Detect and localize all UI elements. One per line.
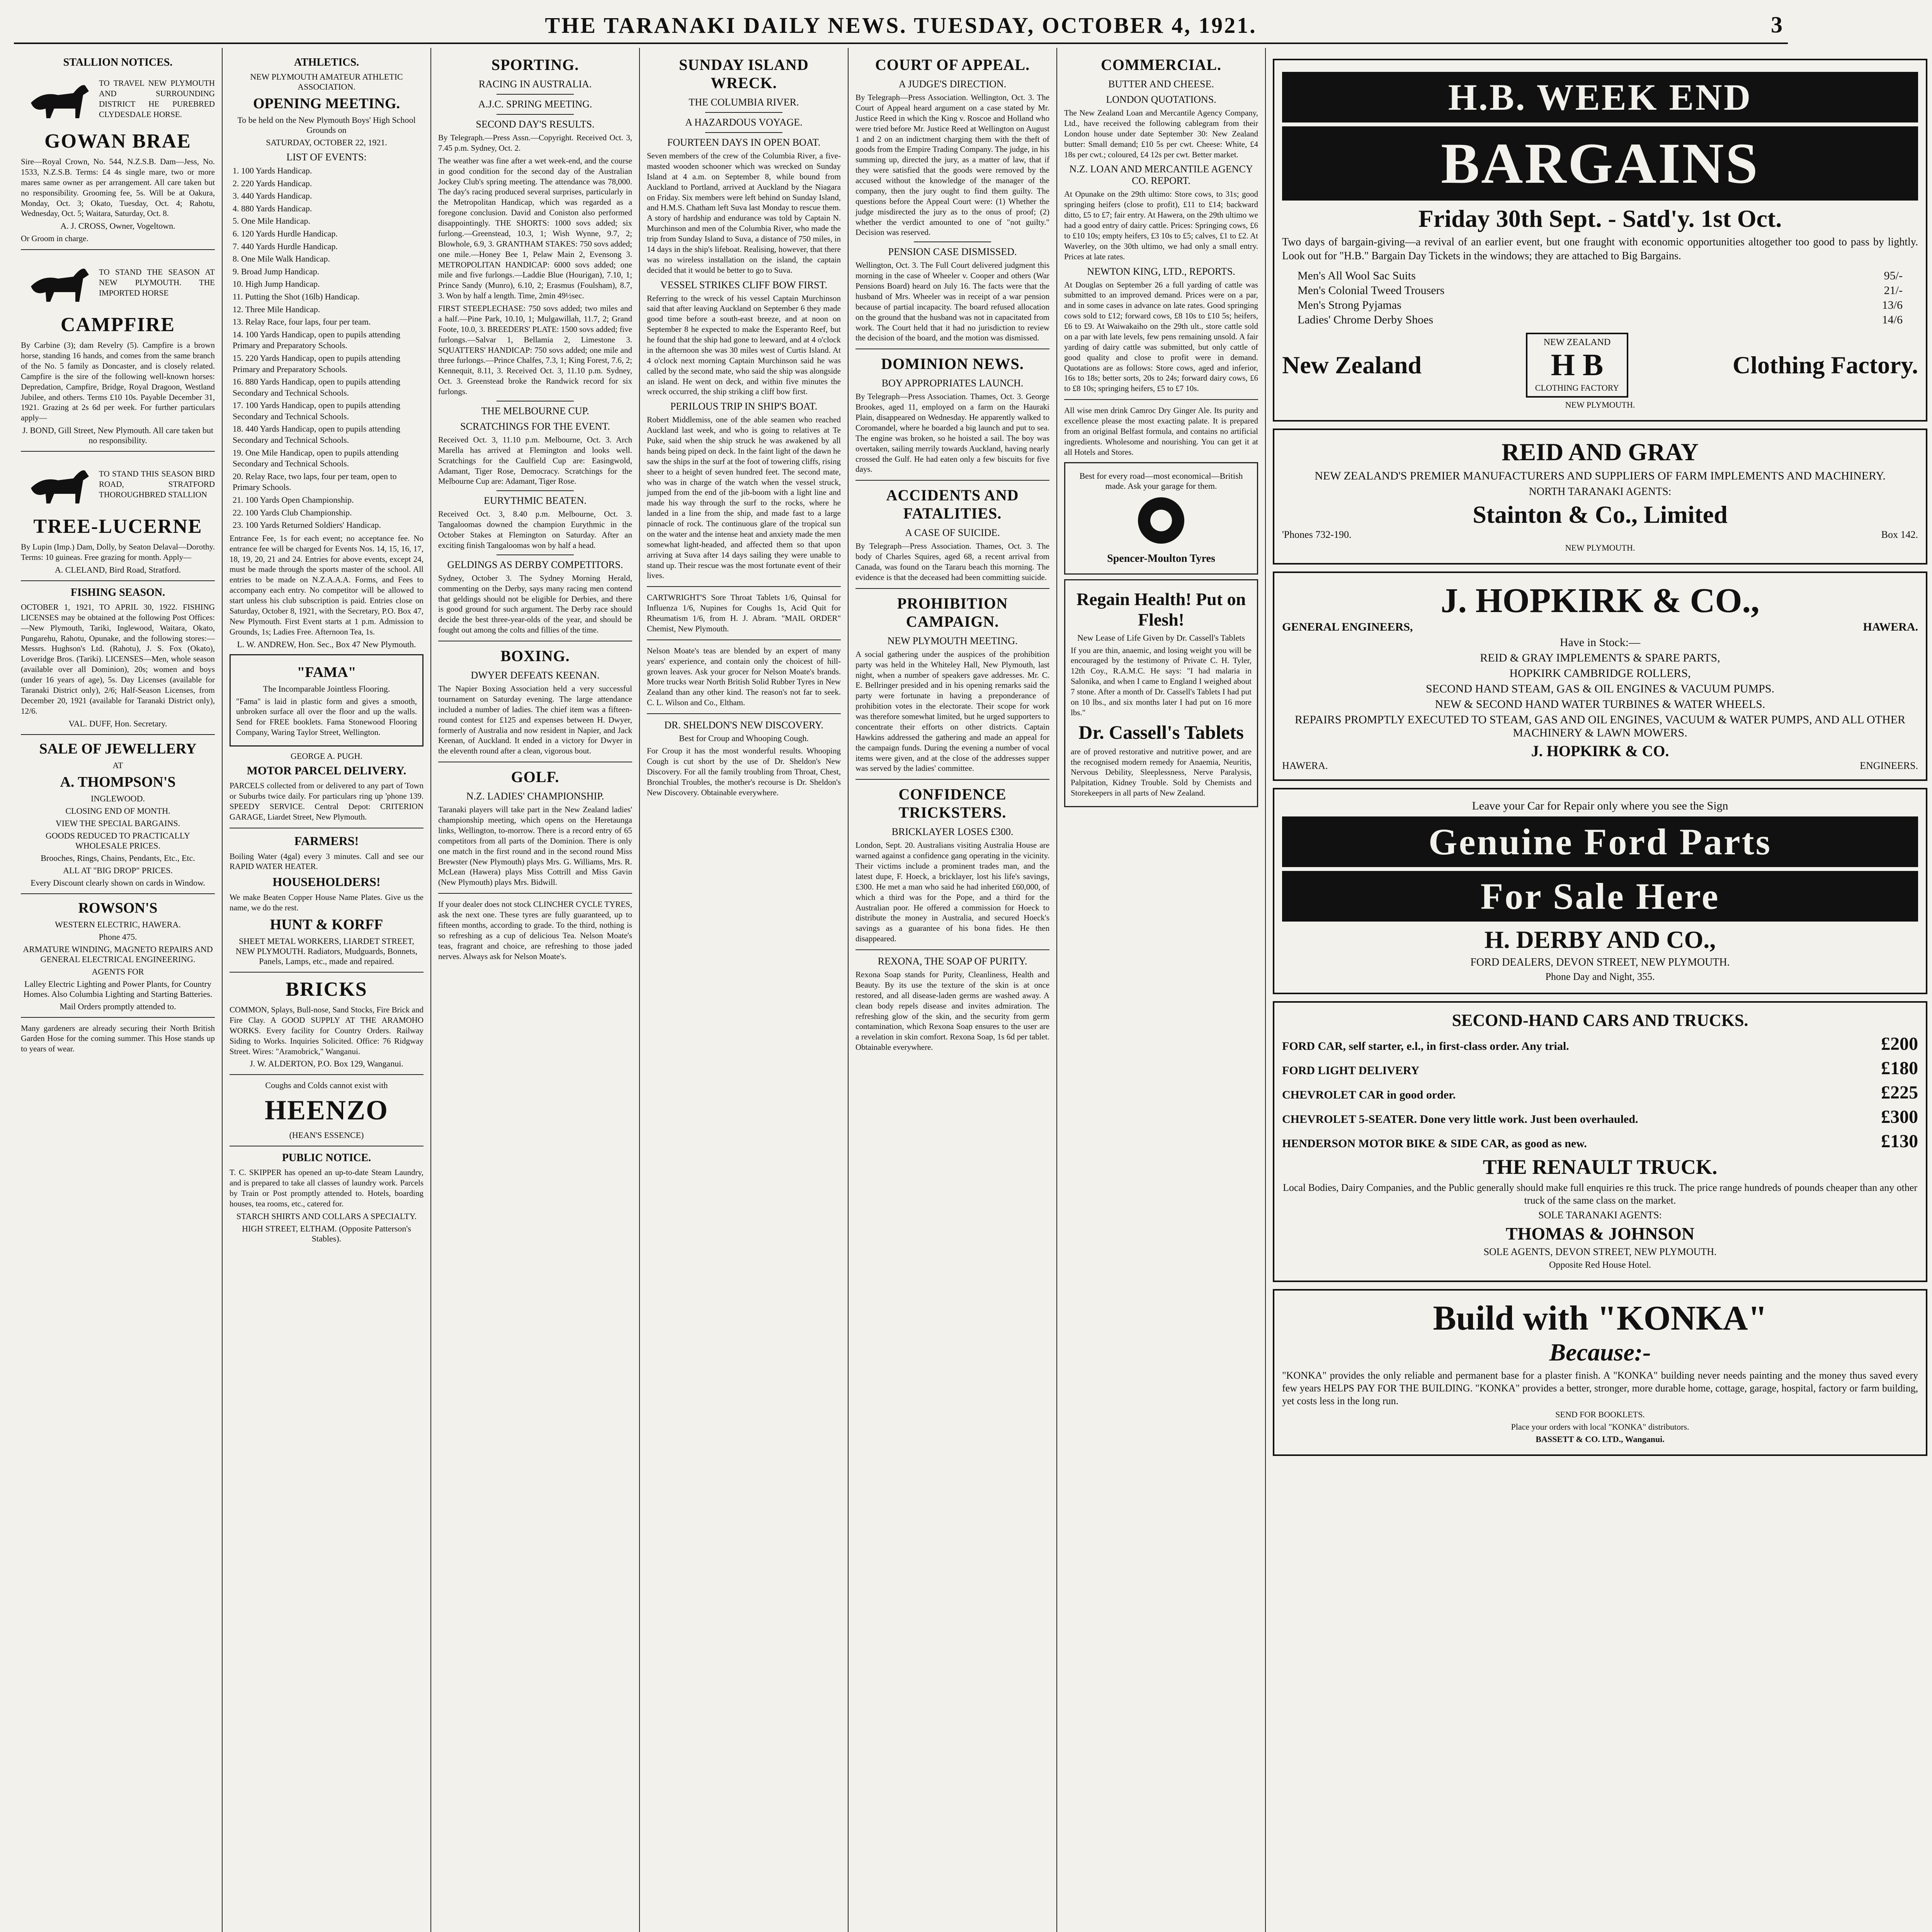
hb-dates: Friday 30th Sept. - Satd'y. 1st Oct.	[1418, 205, 1782, 232]
subheading: A CASE OF SUICIDE.	[905, 527, 1000, 539]
section-heading: BOXING.	[500, 647, 570, 665]
reid-name: Stainton & Co., Limited	[1473, 501, 1728, 529]
heenzo-sub: (HEAN'S ESSENCE)	[289, 1130, 364, 1140]
article-body: Referring to the wreck of his vessel Captain Murchinson said that after leaving Auckland on September 6 they made good time before a south-east breeze, and at noon on September 8 he expected to make the Esperanto Reef, but he found that the ship had gone to leeward, and at 4 o'clock in the afternoon she was 30 miles west of Curtis Island. At 4 o'clock next morning Captain Murchinson said he was called by the second mate, who said the ship was alongside an island. He went on deck, and within five minutes the wreck occurred, the ship striking a cliff bow first.	[647, 293, 841, 396]
event-item: 22. 100 Yards Club Championship.	[233, 507, 352, 517]
pugh-name: GEORGE A. PUGH.	[291, 751, 362, 761]
car-price: £300	[1881, 1107, 1918, 1128]
jewellery-line: CLOSING END OF MONTH.	[65, 806, 170, 816]
car-name: FORD CAR, self starter, e.l., in first-class order. Any trial.	[1282, 1040, 1569, 1053]
cassell-ad	[1064, 579, 1258, 808]
hopkirk-left: GENERAL ENGINEERS,	[1282, 621, 1413, 634]
car-name: HENDERSON MOTOR BIKE & SIDE CAR, as good as new.	[1282, 1137, 1587, 1150]
column-court-appeal	[849, 48, 1057, 1932]
event-item: 2. 220 Yards Handicap.	[233, 178, 312, 188]
fishing-heading: FISHING SEASON.	[70, 586, 165, 599]
item-price: 21/-	[1884, 284, 1903, 297]
subheading: NEW PLYMOUTH MEETING.	[887, 635, 1018, 646]
reid-title: REID AND GRAY	[1502, 438, 1699, 466]
regain-heading: Regain Health! Put on Flesh!	[1076, 589, 1246, 629]
subheading: VESSEL STRIKES CLIFF BOW FIRST.	[660, 279, 828, 291]
rowson-phone: Phone 475.	[99, 932, 137, 942]
article-body: Taranaki players will take part in the New Zealand ladies' championship meeting, which opens on the Heretaunga links, Wellington, to-morrow. There is a record entry of 65 competitors from all parts of the Dominion. There is only one match in the first round and in the second round Miss Brewster (New Plymouth) plays Mrs. G. Williams, Mrs. R. McLean (Hawera) plays Miss Cottrill and Miss Gavin (New Plymouth) plays Mrs. Bidwill.	[438, 805, 632, 887]
hopkirk-line: SECOND HAND STEAM, GAS & OIL ENGINES & VACUUM PUMPS.	[1425, 682, 1775, 696]
hb-town: NEW PLYMOUTH.	[1565, 400, 1635, 410]
notice-starch: STARCH SHIRTS AND COLLARS A SPECIALTY.	[236, 1211, 417, 1221]
konka-title: Build with "KONKA"	[1433, 1299, 1767, 1337]
ford-phone: Phone Day and Night, 355.	[1545, 971, 1655, 983]
item-price: 14/6	[1882, 313, 1903, 326]
hb-body: Two days of bargain-giving—a revival of an earlier event, but one fraught with economic opportunities altogether too good to pass by lightly. Look out for "H.B." Bargain Day Tickets in the windows; they are attached to Big Bargains.	[1282, 236, 1918, 262]
column-athletics	[223, 48, 431, 1932]
event-item: 3. 440 Yards Handicap.	[233, 191, 312, 201]
subheading: A HAZARDOUS VOYAGE.	[685, 117, 803, 128]
reid-box: Box 142.	[1881, 529, 1918, 541]
event-item: 19. One Mile Handicap, open to pupils attending Secondary and Technical Schools.	[233, 447, 399, 469]
section-heading: STALLION NOTICES.	[63, 56, 173, 68]
section-heading: PROHIBITION CAMPAIGN.	[897, 594, 1008, 630]
car-price: £130	[1881, 1131, 1918, 1152]
article-body: Received Oct. 3, 11.10 p.m. Melbourne, Oct. 3. Arch Marella has arrived at Flemington and looks well. Scratchings for the Caulfield Cup are: Easingwold, Adamant, Tiger Rose, Democracy. Scratchings for the Melbourne Cup are: Adamant, Tiger Rose.	[438, 435, 632, 486]
hopkirk-ad	[1273, 571, 1927, 781]
hopkirk-line: REPAIRS PROMPTLY EXECUTED TO STEAM, GAS AND OIL ENGINES, VACUUM & WATER PUMPS, AND ALL OTHER MACHINERY & LAWN MOWERS.	[1295, 713, 1905, 740]
rowson-agents-body: Lalley Electric Lighting and Power Plants, for Country Homes. Also Columbia Lighting and Starting Batteries.	[23, 979, 213, 999]
fama-body: "Fama" is laid in plastic form and gives a smooth, unbroken surface all over the floor and up the walls. Send for FREE booklets. Fama Stonewood Flooring Company, Waring Taylor Street, Wellington.	[236, 696, 417, 737]
notice-address: HIGH STREET, ELTHAM. (Opposite Patterson's Stables).	[242, 1223, 411, 1243]
event-item: 17. 100 Yards Handicap, open to pupils attending Secondary and Technical Schools.	[233, 400, 400, 421]
heenzo-tag: Coughs and Colds cannot exist with	[265, 1080, 388, 1090]
hb-bargains-ad	[1273, 59, 1927, 422]
hopkirk-line: HOPKIRK CAMBRIDGE ROLLERS,	[1509, 667, 1691, 680]
spencer-name: Spencer-Moulton Tyres	[1107, 552, 1215, 565]
tree-contact: A. CLELAND, Bird Road, Stratford.	[54, 565, 181, 575]
car-line	[1282, 1082, 1918, 1103]
cars-title: SECOND-HAND CARS AND TRUCKS.	[1452, 1011, 1748, 1030]
section-heading: COMMERCIAL.	[1100, 56, 1222, 73]
event-item: 12. Three Mile Handicap.	[233, 304, 320, 314]
reid-gray-ad	[1273, 429, 1927, 565]
notice-body: T. C. SKIPPER has opened an up-to-date Steam Laundry, and is prepared to take all classes of laundry work. Parcels by Train or Post promptly attended to. Hotels, boarding houses, tea rooms, etc., catered for.	[230, 1168, 423, 1209]
fee-signature: L. W. ANDREW, Hon. Sec., Box 47 New Plymouth.	[237, 639, 416, 649]
ford-sub: FORD DEALERS, DEVON STREET, NEW PLYMOUTH.	[1470, 956, 1730, 969]
item-name: Men's Strong Pyjamas	[1298, 298, 1401, 311]
cars-agents: SOLE TARANAKI AGENTS:	[1538, 1209, 1662, 1221]
konka-ad	[1273, 1289, 1927, 1456]
article-body: Sydney, October 3. The Sydney Morning Herald, commenting on the Derby, says many racing men contend that geldings should not be eligible for Derbies, and there is good ground for such argument. The Derby race should decide the best three-year-olds of the year, and should be fought out among the colts and fillies of the time.	[438, 573, 632, 635]
reid-agents: NORTH TARANAKI AGENTS:	[1529, 486, 1672, 498]
regain-sub: New Lease of Life Given by Dr. Cassell's Tablets	[1077, 633, 1245, 643]
jewellery-heading: SALE OF JEWELLERY	[39, 740, 197, 757]
car-price: £180	[1881, 1058, 1918, 1079]
event-item: 15. 220 Yards Handicap, open to pupils attending Primary and Preparatory Schools.	[233, 353, 400, 374]
tree-header	[21, 457, 215, 511]
gowan-groom: Or Groom in charge.	[21, 234, 88, 243]
horse-icon	[27, 259, 93, 306]
subheading: FOURTEEN DAYS IN OPEN BOAT.	[667, 137, 821, 148]
hose-notice: Many gardeners are already securing their North British Garden Hose for the coming summer. This Hose stands up to years of wear.	[21, 1023, 215, 1054]
reid-contact	[1282, 529, 1918, 541]
advert-body: If your dealer does not stock CLINCHER CYCLE TYRES, ask the next one. These tyres are fully guaranteed, up to fifteen months, according to grade. To the third, nothing is so refreshing as a cup of delicious Tea. Nelson Moate's teas, fragrant and choice, are refreshing to those jaded nerves. Always ask for Nelson Moate's.	[438, 900, 632, 961]
subheading: NEWTON KING, LTD., REPORTS.	[1087, 265, 1235, 277]
ford-name: H. DERBY AND CO.,	[1484, 926, 1716, 954]
cars-dealer-opp: Opposite Red House Hotel.	[1549, 1260, 1651, 1270]
hb-tag: H.B. WEEK END	[1282, 72, 1918, 122]
price-line	[1298, 313, 1903, 327]
subheading: THE MELBOURNE CUP.	[481, 405, 589, 417]
hb-items	[1298, 269, 1903, 327]
hb-left: New Zealand	[1282, 351, 1422, 379]
car-line	[1282, 1106, 1918, 1128]
event-item: 4. 880 Yards Handicap.	[233, 203, 312, 213]
campfire-contact: J. BOND, Gill Street, New Plymouth. All care taken but no responsibility.	[22, 425, 214, 446]
notice-heading: PUBLIC NOTICE.	[282, 1152, 371, 1164]
meeting-held: To be held on the New Plymouth Boys' High School Grounds on	[237, 115, 416, 135]
ford-line2: For Sale Here	[1282, 871, 1918, 922]
hb-logo-top: NEW ZEALAND	[1543, 337, 1611, 347]
column-sunday-island	[640, 48, 849, 1932]
advert-body: All wise men drink Camroc Dry Ginger Ale. Its purity and excellence please the most exacting palate. It is prepared from an original Belfast formula, and contains no artificial ingredients. Wholesome and nourishing. You can get it at all Hotels and Stores.	[1064, 406, 1258, 457]
tree-name: TREE-LUCERNE	[33, 515, 202, 538]
cassell-body: are of proved restorative and nutritive power, and are the recognised modern remedy for Anaemia, Neuritis, Nervous Debility, Sleeplessness, Nerve Paralysis, Palpitation, Kidney Trouble. Sold by Chemists and Storekeepers in all parts of New Zealand.	[1071, 747, 1252, 798]
column-sporting	[431, 48, 640, 1932]
car-line	[1282, 1033, 1918, 1054]
fee-body: Entrance Fee, 1s for each event; no acceptance fee. No entrance fee will be charged for Events Nos. 14, 15, 16, 17, 18, 19, 20, 21 and 24. Entries for above events, except 24, must be made through the sports master of the school. All entries to be made on N.Z.A.A.A. Forms, and Fees to accompany each entry. No competitor will be allowed to start unless his club subscription is paid. Entries close on Saturday, October 8, 1921, with the Secretary, P.O. Box 47, New Plymouth. First Event starts at 1 p.m. Admission to Grounds, 1s; Ladies Free. Afternoon Tea, 1s.	[230, 533, 423, 636]
subheading: N.Z. LADIES' CHAMPIONSHIP.	[466, 791, 604, 802]
subheading: THE COLUMBIA RIVER.	[689, 97, 799, 108]
meeting-date: SATURDAY, OCTOBER 22, 1921.	[266, 138, 387, 147]
price-line	[1298, 269, 1903, 282]
renault-body: Local Bodies, Dairy Companies, and the Public generally should make full enquiries re this truck. The price range hundreds of pounds cheaper than any other truck of the same class on the market.	[1282, 1182, 1918, 1206]
konka-send: SEND FOR BOOKLETS.	[1555, 1410, 1645, 1420]
article-body: By Telegraph—Press Association. Wellington, Oct. 3. The Court of Appeal heard argument on a case stated by Mr. Justice Reed in which the King v. Roscoe and Holland who were tried before Mr. Justice Reed at Wellington on August 1 and 2 on an indictment charging them with the theft of goods from the Empire Trading Company. The judge, in his summing up, directed the jury, as a matter of law, that if they were satisfied that the goods were removed by the accused without the knowledge of the manager of the company, then the jury ought to find them guilty. The questions before the Appeal Court were: (1) Whether the judge misdirected the jury as to the onus of proof; (2) whether the verdict amounted to one of "not guilty." Decision was reserved.	[855, 93, 1049, 237]
article-body: By Telegraph—Press Association. Thames, Oct. 3. The body of Charles Squires, aged 68, a recent arrival from Canada, was found on the Tararu beach this morning. The evidence is that the deceased had been committing suicide.	[855, 541, 1049, 582]
regain-body: If you are thin, anaemic, and losing weight you will be encouraged by the testimony of Private C. H. Tyler, 12th Coy., R.A.M.C. He says: "I had malaria in Salonika, and when I came to England I weighed about 7 stone. After a month of Dr. Cassell's Tablets I had put on 10 lbs., and six months later I had put on 16 more lbs."	[1071, 645, 1252, 717]
article-body: FIRST STEEPLECHASE: 750 sovs added; two miles and a half.—Pine Park, 10.10, 1; Mulgawillah, 11.7, 2; Grand Foote, 10.0, 3. BREEDERS' PLATE: 1500 sovs added; five furlongs.—Salvar 1, Bellamia 2, Limestone 3. SQUATTERS' HANDICAP: 750 sovs added; one mile and three furlongs.—Prince Chalfes, 7.3, 1; King Forest, 7.6, 2; Kennequit, 8.11, 3. Received Oct. 3, 11.10 p.m. Sydney, Oct. 3. Greenstead broke the Randwick record for six furlongs.	[438, 304, 632, 396]
gowan-owner: A. J. CROSS, Owner, Vogeltown.	[60, 221, 175, 231]
rowson-body: ARMATURE WINDING, MAGNETO REPAIRS AND GENERAL ELECTRICAL ENGINEERING.	[23, 944, 213, 964]
hopkirk-sig-right: ENGINEERS.	[1860, 760, 1918, 772]
subheading: LONDON QUOTATIONS.	[1106, 94, 1216, 105]
jewellery-town: INGLEWOOD.	[91, 793, 145, 803]
event-item: 5. One Mile Handicap.	[233, 216, 310, 226]
events-heading: LIST OF EVENTS:	[286, 151, 367, 163]
fishing-signature: VAL. DUFF, Hon. Secretary.	[68, 718, 167, 728]
subheading: A.J.C. SPRING MEETING.	[478, 99, 592, 110]
advert-body: For Croup it has the most wonderful results. Whooping Cough is cut short by the use of Dr. Sheldon's New Discovery. For all the family troubling from Throat, Chest, Bronchial Troubles, the mother's recourse is Dr. Sheldon's New Discovery. Obtainable everywhere.	[647, 746, 841, 797]
event-item: 7. 440 Yards Hurdle Handicap.	[233, 241, 338, 251]
item-name: Ladies' Chrome Derby Shoes	[1298, 313, 1434, 326]
event-item: 13. Relay Race, four laps, four per team.	[233, 317, 371, 327]
fama-sub: The Incomparable Jointless Flooring.	[263, 684, 390, 694]
campfire-body: By Carbine (3); dam Revelry (5). Campfire is a brown horse, standing 16 hands, and comes from the same branch of the No. 5 family as Doncaster, and is closely related. Campfire is the sire of the following well-known horses: Depredation, Campfire, Bridge, Royal Dragoon, Westland Jubilee, and others. Terms £10 10s. Payable December 31, 1921. Grazing at 2s 6d per week. For further particulars apply—	[21, 340, 215, 423]
cars-ad	[1273, 1001, 1927, 1282]
article-body: Wellington, Oct. 3. The Full Court delivered judgment this morning in the case of Wheeler v. Cooper and others (War Pensions Board) heard on July 16. The facts were that the husband of Mrs. Wheeler was in receipt of a war pension because of partial incapacity. The board refused allocation on the ground that the husband was not in capacitated from work. The Court held that it had no jurisdiction to review the decision of the board, and the motion was dismissed.	[855, 260, 1049, 343]
spencer-ad	[1064, 462, 1258, 575]
sheldon-sub: Best for Croup and Whooping Cough.	[679, 733, 809, 743]
jewellery-at: AT	[112, 760, 123, 770]
konka-because: Because:-	[1549, 1338, 1651, 1366]
reid-body: NEW ZEALAND'S PREMIER MANUFACTURERS AND SUPPLIERS OF FARM IMPLEMENTS AND MACHINERY.	[1315, 469, 1886, 482]
article-body: By Telegraph—Press Association. Thames, Oct. 3. George Brookes, aged 11, employed on a farm on the Hauraki Plain, disappeared on Wednesday. He apparently walked to Coromandel, where he boarded a big launch and put to sea. The engine was broken, so he hoisted a sail. The boy was overtaken, sailing merrily towards Auckland, having nearly crossed the Gulf. He had eaten only a few biscuits for five days.	[855, 392, 1049, 474]
tyre-icon	[1134, 493, 1188, 548]
event-item: 9. Broad Jump Handicap.	[233, 266, 320, 276]
hb-footer	[1282, 333, 1918, 398]
hopkirk-title: J. HOPKIRK & CO.,	[1440, 582, 1760, 620]
car-name: FORD LIGHT DELIVERY	[1282, 1064, 1420, 1077]
hopkirk-sig-left: HAWERA.	[1282, 760, 1328, 772]
subheading: BOY APPROPRIATES LAUNCH.	[881, 378, 1024, 389]
hopkirk-right: HAWERA.	[1863, 621, 1918, 634]
article-body: London, Sept. 20. Australians visiting Australia House are warned against a confidence gang operating in the vicinity. Their victims include a prominent trades man, and the latest dupe, F. Hoeck, a bricklayer, lost his life's savings, £300. He met a man who said he had inherited £60,000, of which a third was for the Pope, and a third for the Australian poor. He offered a commission for Hoeck to distribute the money in Australia, and secured Hoeck's savings as a guarantee of his bona fides. He then disappeared.	[855, 840, 1049, 944]
item-price: 13/6	[1882, 298, 1903, 311]
jewellery-line: Every Discount clearly shown on cards in Window.	[31, 878, 205, 888]
section-heading: COURT OF APPEAL.	[875, 56, 1030, 73]
rowson-sub: WESTERN ELECTRIC, HAWERA.	[55, 919, 181, 929]
event-item: 11. Putting the Shot (16lb) Handicap.	[233, 291, 360, 301]
hb-logo	[1526, 333, 1628, 398]
cassell-name: Dr. Cassell's Tablets	[1078, 721, 1244, 743]
event-item: 14. 100 Yards Handicap, open to pupils attending Primary and Preparatory Schools.	[233, 329, 400, 350]
horse-icon	[27, 76, 93, 122]
rowson-name: ROWSON'S	[78, 900, 158, 916]
article-body: Robert Middlemiss, one of the able seamen who reached Auckland last week, and who is going to relatives at Te Puke, said when the ship struck he was awakened by all hands being piped on deck. In the faint light of the dawn he saw the ships in the surf at the foot of towering cliffs, rising sheer to a height of seven hundred feet. The second mate, who was in charge of the watch when the vessel struck, jumped from the end of the jib-boom with a light line and made his way through the surf to the rocks, where he landed in a line from the ship, and made fast to a large pinnacle of rock. The continuous glare of the tropical sun on the water and the intense heat and anxiety made the men somewhat light-headed, and affected them so that upon arriving at Suva after 14 days sailing they were unable to stand up. Their rescue was the most fortunate event of their lives.	[647, 415, 841, 580]
item-name: Men's Colonial Tweed Trousers	[1298, 284, 1445, 297]
hopkirk-sub	[1282, 621, 1918, 634]
car-price: £200	[1881, 1034, 1918, 1054]
hb-title: BARGAINS	[1282, 126, 1918, 201]
campfire-intro: TO STAND THE SEASON AT NEW PLYMOUTH. THE IMPORTED HORSE	[99, 267, 215, 298]
meeting-title: OPENING MEETING.	[253, 95, 400, 112]
householders-body: We make Beaten Copper House Name Plates. Give us the name, we do the rest.	[230, 893, 423, 913]
jewellery-line: Brooches, Rings, Chains, Pendants, Etc., Etc.	[41, 853, 195, 863]
assoc-name: NEW PLYMOUTH AMATEUR ATHLETIC ASSOCIATION.	[250, 72, 403, 92]
car-name: CHEVROLET 5-SEATER. Done very little work. Just been overhauled.	[1282, 1113, 1638, 1126]
pugh-heading: MOTOR PARCEL DELIVERY.	[247, 764, 406, 777]
jewellery-line: ALL AT "BIG DROP" PRICES.	[63, 865, 173, 875]
subheading: DR. SHELDON'S NEW DISCOVERY.	[664, 719, 823, 731]
hopkirk-line: REID & GRAY IMPLEMENTS & SPARE PARTS,	[1480, 651, 1720, 665]
advert-body: Nelson Moate's teas are blended by an expert of many years' experience, and contain only the choicest of hill-grown leaves. Ask your grocer for Nelson Moate's brands. More trucks wear North British Solid Rubber Tyres in New Zealand than any other kind. The reason's not far to seek. C. L. Wilson and Co., Eltham.	[647, 646, 841, 707]
article-body: At Opunake on the 29th ultimo: Store cows, to 31s; good springing heifers (close to profit), £11 to £14; backward ditto, £5 to £7; fair entry. At Hawera, on the 29th ultimo we had a good entry of dairy cattle. Prices: Springing cows, £6 to £10 10s; empty heifers, £3 10s to £5; calves, £1 to £2. At Waverley, on the 30th ultimo, we had only a small entry. Prices at late rates.	[1064, 189, 1258, 261]
spencer-body: Best for every road—most economical—British made. Ask your garage for them.	[1079, 471, 1243, 491]
article-body: At Douglas on September 26 a full yarding of cattle was submitted to an improved demand. Prices were on a par, and in some cases in advance on late rates. Good springing cows sold to £12; forward cows, £8 10s to £10 5s; heifers, £6 to £9. At Waiwakaiho on the 29th ult., store cattle sold on a par with late levels, few pens remaining unsold. A fair yarding of dairy cattle was submitted, but only cattle of good quality and close to profit were in demand. Quotations are as follows: Store cows, aged and inferior, 16s to 18s; better sorts, 20s to 24s; forward dairy cows, £6 to £8 10s; springing heifers, £5 to £7 10s.	[1064, 280, 1258, 393]
bricks-body: COMMON, Splays, Bull-nose, Sand Stocks, Fire Brick and Fire Clay. A GOOD SUPPLY AT THE ARAMOHO WORKS. Every facility for Country Orders. Railway Siding to Works. Inquiries Solicited. Office: 76 Ridgway Street. Wires: "Aramobrick," Wanganui.	[230, 1005, 423, 1056]
car-name: CHEVROLET CAR in good order.	[1282, 1088, 1456, 1102]
farmers-heading: FARMERS!	[294, 833, 359, 848]
event-item: 21. 100 Yards Open Championship.	[233, 495, 354, 505]
event-item: 23. 100 Yards Returned Soldiers' Handicap.	[233, 520, 381, 530]
gowan-body: Sire—Royal Crown, No. 544, N.Z.S.B. Dam—Jess, No. 1533, N.Z.S.B. Terms: £4 4s single mare, two or more mares same owner as per arrangement. All care taken but no responsibility. Grooming fee, 5s. Will be at Oakura, Monday, Oct. 3; Okato, Tuesday, Oct. 4; Rahotu, Wednesday, Oct. 5; Waitara, Saturday, Oct. 8.	[21, 157, 215, 218]
renault-title: THE RENAULT TRUCK.	[1483, 1155, 1718, 1179]
cars-dealer-sub: SOLE AGENTS, DEVON STREET, NEW PLYMOUTH.	[1483, 1246, 1717, 1257]
tree-body: By Lupin (Imp.) Dam, Dolly, by Seaton Delaval—Dorothy. Terms: 10 guineas. Free grazing for month. Apply—	[21, 542, 215, 562]
price-line	[1298, 299, 1903, 312]
jewellery-line: VIEW THE SPECIAL BARGAINS.	[55, 818, 180, 828]
car-line	[1282, 1058, 1918, 1079]
fishing-body: OCTOBER 1, 1921, TO APRIL 30, 1922. FISHING LICENSES may be obtained at the following Post Offices:—New Plymouth, Tariki, Inglewood, Waitara, Okato, Pungarehu, Rahotu, Opunake, and the following stores:—Messrs. Hughson's Ltd. (Rahotu), J. S. Fox (Okato), Loveridge Bros. (Tariki). LICENSES—Men, whole season (available over all Dominion), 20s; women and boys (under 16 years of age), 5s. Day Licenses (available for Taranaki District only), 2/6; Half-Season Licenses, from December 20, 1921 (available for Taranaki District only), 12/6.	[21, 602, 215, 716]
subheading: SECOND DAY'S RESULTS.	[476, 119, 595, 130]
householders-heading: HOUSEHOLDERS!	[272, 875, 381, 889]
columns	[14, 48, 1918, 1932]
hopkirk-sig-row	[1282, 760, 1918, 772]
pugh-body: PARCELS collected from or delivered to any part of Town or Suburbs twice daily. For particulars ring up 'phone 139. SPEEDY SERVICE. Central Depot: CRITERION GARAGE, Liardet Street, New Plymouth.	[230, 781, 423, 821]
fama-ad	[230, 654, 423, 747]
article-body: The New Zealand Loan and Mercantile Agency Company, Ltd., have received the following cablegram from their London house under date September 30: New Zealand butter: Small demand; £10 5s per cwt. Cheese: White, £4 18s per cwt.; coloured, £4 12s per cwt. Better market.	[1064, 108, 1258, 159]
subheading: N.Z. LOAN AND MERCANTILE AGENCY CO. REPORT.	[1069, 163, 1253, 187]
section-heading: SUNDAY ISLAND WRECK.	[679, 56, 809, 92]
rowson-agents: AGENTS FOR	[92, 966, 144, 976]
section-heading: SPORTING.	[491, 56, 579, 73]
column-stallion-notices	[14, 48, 223, 1932]
masthead	[14, 8, 1788, 44]
event-item: 8. One Mile Walk Handicap.	[233, 254, 330, 264]
item-name: Men's All Wool Sac Suits	[1298, 269, 1416, 282]
konka-orders: Place your orders with local "KONKA" distributors.	[1511, 1422, 1689, 1432]
bricks-signature: J. W. ALDERTON, P.O. Box 129, Wanganui.	[250, 1059, 403, 1069]
article-body: Seven members of the crew of the Columbia River, a five-masted wooden schooner which was wrecked on Sunday Island at 4 a.m. on September 8, while bound from Auckland to Portland, arrived at Auckland by the Niagara on Friday. Six members were left behind on Sunday Island, and H.M.S. Chatham left Suva last Monday to rescue them. A story of hardship and endurance was told by Captain N. Murchinson and men of the Columbia River, who made the trip from Sunday Island to Suva, a distance of 750 miles, in 14 days in the ship's lifeboat. Realising, however, that there was no wireless installation on the island, the captain decided that it would be better to go to Suva.	[647, 151, 841, 275]
event-item: 18. 440 Yards Handicap, open to pupils attending Secondary and Technical Schools.	[233, 424, 400, 445]
section-heading: DOMINION NEWS.	[881, 355, 1024, 373]
subheading: DWYER DEFEATS KEENAN.	[471, 670, 600, 681]
rowson-mail: Mail Orders promptly attended to.	[60, 1001, 176, 1011]
ford-tag: Leave your Car for Repair only where you see the Sign	[1472, 799, 1728, 813]
page-number: 3	[1771, 12, 1784, 37]
article-body: A social gathering under the auspices of the prohibition party was held in the Whiteley Hall, New Plymouth, last night, when a number of speakers gave addresses. Mr. C. E. Bellringer presided and in his opening remarks said the party were fortunate in having a preponderance of prohibition votes in the electorate. Their scope for work was therefore somewhat limited, but he urged supporters to concentrate their efforts on other districts. Captain Hawkins addressed the gathering and made an appeal for the campaign funds. During the evening a number of vocal items were given, and at the close of the addresses supper was served by the ladies' committee.	[855, 649, 1049, 773]
event-item: 6. 120 Yards Hurdle Handicap.	[233, 228, 338, 238]
subheading: PENSION CASE DISMISSED.	[888, 246, 1017, 258]
konka-maker: BASSETT & CO. LTD., Wanganui.	[1536, 1434, 1665, 1444]
event-item: 20. Relay Race, two laps, four per team, open to Primary Schools.	[233, 471, 397, 492]
section-heading: CONFIDENCE TRICKSTERS.	[898, 786, 1007, 821]
subheading: A JUDGE'S DIRECTION.	[898, 78, 1007, 90]
hb-logo-mark: H B	[1551, 348, 1604, 382]
hopkirk-stock: Have in Stock:—	[1560, 636, 1641, 649]
event-item: 10. High Jump Handicap.	[233, 279, 320, 289]
fama-title: "FAMA"	[297, 664, 356, 680]
ford-ad	[1273, 788, 1927, 994]
car-line	[1282, 1131, 1918, 1152]
section-heading: ATHLETICS.	[294, 56, 359, 68]
reid-town: NEW PLYMOUTH.	[1565, 543, 1635, 553]
price-line	[1298, 284, 1903, 297]
item-price: 95/-	[1884, 269, 1903, 282]
bricks-heading: BRICKS	[286, 978, 367, 1001]
horse-icon	[27, 461, 93, 507]
advert-body: CARTWRIGHT'S Sore Throat Tablets 1/6, Quinsal for Influenza 1/6, Nupines for Coughs 1s, Acid Quit for Rheumatism 1/6, from H. J. Abram. "MAIL ORDER" Chemist, New Plymouth.	[647, 593, 841, 633]
gowan-name: GOWAN BRAE	[44, 130, 191, 152]
article-body: The weather was fine after a wet week-end, and the course in good condition for the second day of the Australian Jockey Club's spring meeting. The attendance was 78,000. The day's racing produced several surprises, particularly in the Metropolitan Handicap, which was regarded as a foregone conclusion. David and Coniston also performed disappointingly. THE SHORTS: 1000 sovs added; six furlong.—Greenstead, 10.3, 1; Wish Wynne, 9.7, 2; Blowhole, 6.9, 3. GRANTHAM STAKES: 750 sovs added; one mile.—Honey Bee 1, Pelaw Main 2, Evensong 3. METROPOLITAN HANDICAP: 6000 sovs added; one mile and five furlongs.—Laddie Blue (Hourigan), 7.10, 1; Prince Sandy (Munro), 6.10, 2; Erasmus (Foulsham), 8.7, 3. Won by half a length. Time, 2min 49½sec.	[438, 156, 632, 301]
campfire-name: CAMPFIRE	[60, 314, 175, 336]
column-commercial	[1057, 48, 1266, 1932]
subheading: BUTTER AND CHEESE.	[1108, 78, 1214, 90]
masthead-title: THE TARANAKI DAILY NEWS. TUESDAY, OCTOBER 4, 1921.	[545, 12, 1257, 38]
gowan-header	[21, 72, 215, 126]
car-price: £225	[1881, 1082, 1918, 1103]
dateline: By Telegraph.—Press Assn.—Copyright. Received Oct. 3, 7.45 p.m. Sydney, Oct. 2.	[438, 133, 632, 153]
konka-body: "KONKA" provides the only reliable and permanent base for a plaster finish. A "KONKA" building never needs painting and the money thus saved every few years HELPS PAY FOR THE BUILDING. "KONKA" provides a better, stronger, more durable home, cottage, garage, hospital, factory or farm building, yet costs less in the long run.	[1282, 1369, 1918, 1407]
subheading: SCRATCHINGS FOR THE EVENT.	[460, 420, 610, 432]
hunt-name: HUNT & KORFF	[270, 917, 383, 933]
tree-intro: TO STAND THIS SEASON BIRD ROAD, STRATFORD THOROUGHBRED STALLION	[99, 469, 215, 499]
reid-phones: 'Phones 732-190.	[1282, 529, 1352, 541]
hopkirk-line: NEW & SECOND HAND WATER TURBINES & WATER WHEELS.	[1435, 698, 1765, 711]
subheading: EURYTHMIC BEATEN.	[484, 495, 587, 507]
ford-line1: Genuine Ford Parts	[1282, 816, 1918, 867]
subheading: PERILOUS TRIP IN SHIP'S BOAT.	[670, 401, 818, 412]
subheading: GELDINGS AS DERBY COMPETITORS.	[447, 559, 623, 570]
heenzo-name: HEENZO	[264, 1095, 389, 1126]
subheading: RACING IN AUSTRALIA.	[478, 78, 592, 90]
subheading: REXONA, THE SOAP OF PURITY.	[878, 956, 1027, 967]
event-item: 16. 880 Yards Handicap, open to pupils attending Secondary and Technical Schools.	[233, 377, 400, 398]
section-heading: GOLF.	[511, 768, 560, 786]
hb-right: Clothing Factory.	[1733, 351, 1918, 379]
advert-body: Rexona Soap stands for Purity, Cleanliness, Health and Beauty. By its use the texture of the skin is at once restored, and all disease-laden germs are washed away. A clean body repels disease and invites admiration. The refreshing glow of the skin, and the security from germ contamination, which Rexona Soap ensures to the user are a revelation in skin comfort. Rexona Soap, 1s 6d per tablet. Obtainable everywhere.	[855, 970, 1049, 1052]
jewellery-shop: A. THOMPSON'S	[60, 774, 176, 790]
article-body: The Napier Boxing Association held a very successful tournament on Saturday evening. The large attendance included a number of ladies. The chief item was a fifteen-round contest for £125 and expenses between H. Dwyer, formerly of Australia and now resident in Napier, and Jack Keenan, of Auckland. It ended in a victory for Dwyer in the eleventh round after a clean, vigorous bout.	[438, 684, 632, 756]
subheading: BRICKLAYER LOSES £300.	[891, 826, 1014, 838]
cars-dealer: THOMAS & JOHNSON	[1505, 1223, 1695, 1243]
hunt-body: SHEET METAL WORKERS, LIARDET STREET, NEW PLYMOUTH. Radiators, Mudguards, Bonnets, Panels, Lamps, etc., made and repaired.	[235, 936, 418, 966]
farmers-body: Boiling Water (4gal) every 3 minutes. Call and see our RAPID WATER HEATER.	[230, 851, 423, 871]
events-list	[230, 165, 423, 531]
article-body: Received Oct. 3, 8.40 p.m. Melbourne, Oct. 3. Tangaloomas downed the champion Eurythmic in the October Stakes at Flemington on Saturday. After an exciting finish Tangaloomas won by half a head.	[438, 509, 632, 550]
gowan-intro: TO TRAVEL NEW PLYMOUTH AND SURROUNDING DISTRICT HE PUREBRED CLYDESDALE HORSE.	[99, 78, 215, 119]
jewellery-line: GOODS REDUCED TO PRACTICALLY WHOLESALE PRICES.	[45, 830, 190, 850]
section-heading: ACCIDENTS AND FATALITIES.	[886, 486, 1019, 522]
event-item: 1. 100 Yards Handicap.	[233, 166, 312, 175]
column-advertisements	[1266, 48, 1932, 1932]
hopkirk-signature: J. HOPKIRK & CO.	[1531, 742, 1669, 760]
campfire-header	[21, 255, 215, 310]
hb-logo-bottom: CLOTHING FACTORY	[1535, 383, 1619, 393]
